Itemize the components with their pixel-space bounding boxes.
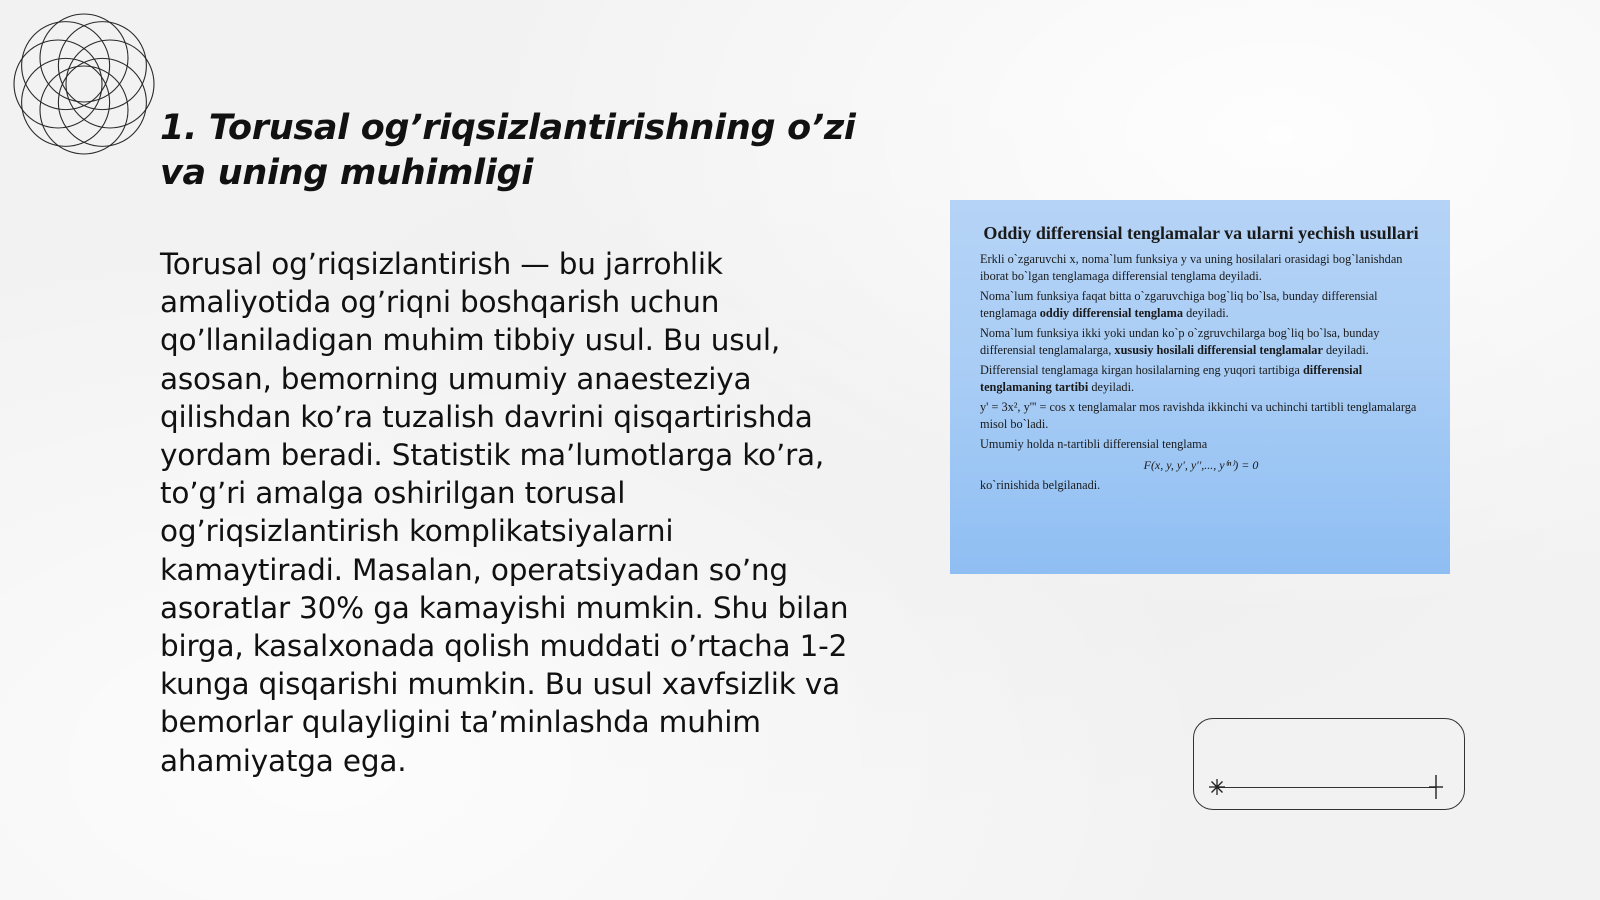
sparkle-icon — [1208, 778, 1226, 796]
document-paragraph-3: Noma`lum funksiya ikki yoki undan ko`p o`zgruvchilarga bog`liq bo`lsa, bunday differensial tenglamalarga, xususiy hosilali differensial tenglamalar deyiladi. — [980, 326, 1380, 357]
document-formula: F(x, y, y', y'',..., y⁽ⁿ⁾) = 0 — [1143, 457, 1259, 472]
document-title: Oddiy differensial tenglamalar va ularni yechish usullari — [983, 223, 1419, 243]
document-paragraph-1: Erkli o`zgaruvchi x, noma`lum funksiya y va uning hosilalari orasidagi bog`lanishdan iborat bo`lgan tenglamaga differensial tenglama deyiladi. — [980, 252, 1403, 283]
body-paragraph: Torusal og’riqsizlantirish — bu jarrohlik amaliyotida og’riqni boshqarish uchun qo’llaniladigan muhim tibbiy usul. Bu usul, asosan, bemorning umumiy anaesteziya qilishdan ko’ra tuzalish davrini qisqartirishda yordam beradi. Statistik ma’lumotlarga ko’ra, to’g’ri amalga oshirilgan torusal og’riqsizlantirish komplikatsiyalarni kamaytiradi. Masalan, operatsiyadan so’ng asoratlar 30% ga kamayishi mumkin. Shu bilan birga, kasalxonada qolish muddati o’rtacha 1-2 kunga qisqarishi mumkin. Bu usul xavfsizlik va bemorlar qulayligini ta’minlashda muhim ahamiyatga ega. — [160, 247, 849, 778]
rosette-ring — [66, 40, 154, 128]
document-paragraph-2: Noma`lum funksiya faqat bitta o`zgaruvchiga bog`liq bo`lsa, bunday differensial tenglamaga oddiy differensial tenglama deyiladi. — [980, 289, 1378, 320]
rosette-ring — [40, 66, 128, 154]
document-paragraph-7: ko`rinishida belgilanadi. — [980, 477, 1101, 492]
rosette-ring — [58, 22, 146, 110]
decorative-rounded-frame — [1193, 718, 1465, 810]
rosette-ring — [14, 40, 102, 128]
ring-rosette-icon — [10, 10, 158, 158]
rosette-ring — [22, 58, 110, 146]
document-paragraph-5: y' = 3x², y''' = cos x tenglamalar mos ravishda ikkinchi va uchinchi tartibli tenglamalarga misol bo`ladi. — [980, 400, 1417, 431]
rosette-ring — [40, 14, 128, 102]
slide-title: 1. Torusal og’riqsizlantirishning o’zi va uning muhimligi — [160, 108, 856, 193]
rosette-ring — [22, 22, 110, 110]
frame-line — [1216, 787, 1436, 788]
plus-icon — [1426, 775, 1446, 799]
document-paragraph-6: Umumiy holda n-tartibli differensial tenglama — [980, 437, 1208, 451]
document-paragraph-4: Differensial tenglamaga kirgan hosilalarning eng yuqori tartibiga differensial tenglamaning tartibi deyiladi. — [980, 363, 1363, 394]
rosette-ring — [58, 58, 146, 146]
document-image — [950, 200, 1450, 574]
